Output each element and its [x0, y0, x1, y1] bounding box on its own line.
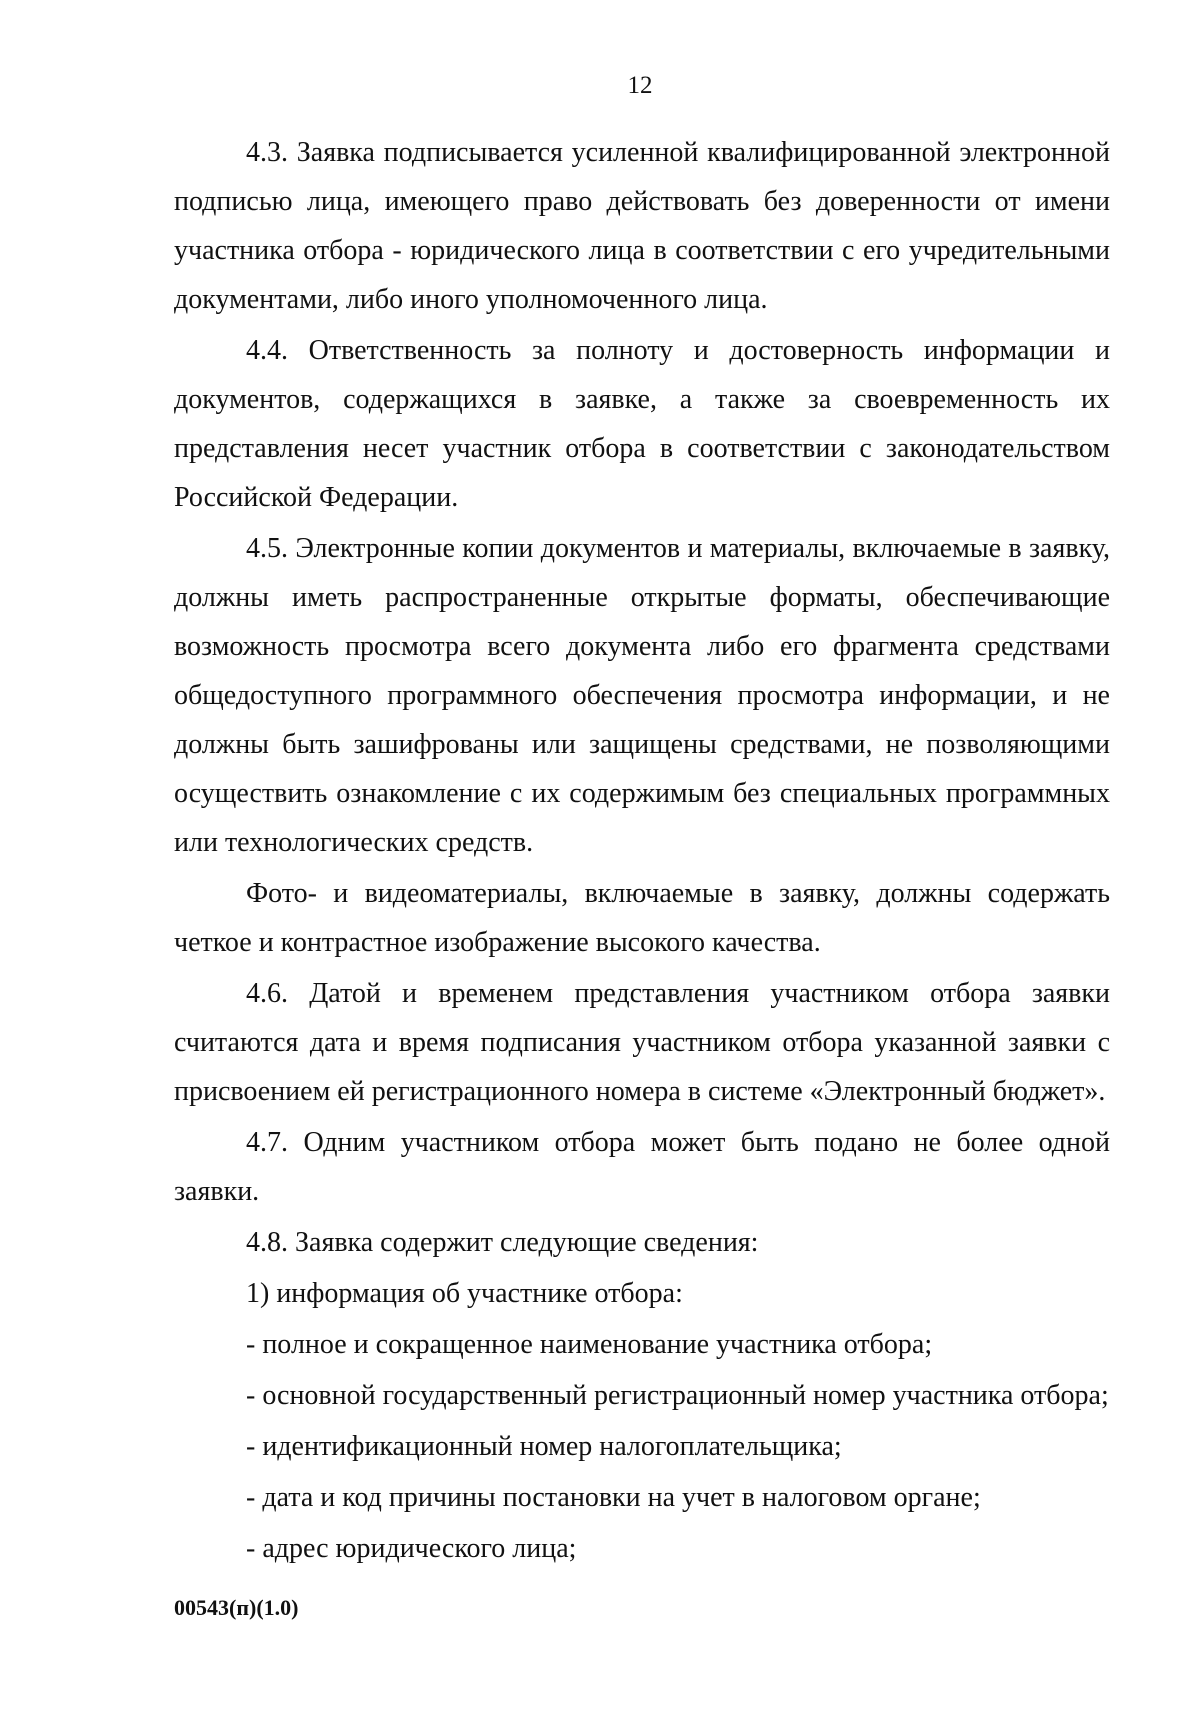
document-code: 00543(п)(1.0): [174, 1595, 299, 1620]
list-item: - идентификационный номер налогоплательщика;: [246, 1431, 842, 1462]
list-item: - дата и код причины постановки на учет в налоговом органе;: [246, 1482, 981, 1513]
list-item: - адрес юридического лица;: [246, 1533, 577, 1564]
paragraph-4-6: 4.6. Датой и временем представления участником отбора заявки считаются дата и время подписания участником отбора указанной заявки с присвоением ей регистрационного номера в системе «Электронный бюджет».: [174, 978, 1110, 1107]
list-item: 4.8. Заявка содержит следующие сведения:: [246, 1227, 759, 1258]
paragraph-photo-video: Фото- и видеоматериалы, включаемые в заявку, должны содержать четкое и контрастное изображение высокого качества.: [174, 878, 1110, 958]
paragraph-4-4: 4.4. Ответственность за полноту и достоверность информации и документов, содержащихся в заявке, а также за своевременность их представления несет участник отбора в соответствии с законодательством Российской Федерации.: [174, 335, 1110, 513]
list-item: - полное и сокращенное наименование участника отбора;: [246, 1329, 933, 1360]
paragraph-4-5: 4.5. Электронные копии документов и материалы, включаемые в заявку, должны иметь распространенные открытые форматы, обеспечивающие возможность просмотра всего документа либо его фрагмента средствами общедоступного программного обеспечения просмотра информации, и не должны быть зашифрованы или защищены средствами, не позволяющими осуществить ознакомление с их содержимым без специальных программных или технологических средств.: [174, 533, 1110, 858]
paragraph-4-7: 4.7. Одним участником отбора может быть подано не более одной заявки.: [174, 1127, 1110, 1207]
page-number: 12: [627, 72, 653, 99]
paragraph-4-3: 4.3. Заявка подписывается усиленной квалифицированной электронной подписью лица, имеющего право действовать без доверенности от имени участника отбора - юридического лица в соответствии с его учредительными документами, либо иного уполномоченного лица.: [174, 137, 1110, 315]
document-body: [174, 128, 1110, 1573]
list-item: - основной государственный регистрационный номер участника отбора;: [246, 1380, 1109, 1411]
list-item: 1) информация об участнике отбора:: [246, 1278, 683, 1309]
